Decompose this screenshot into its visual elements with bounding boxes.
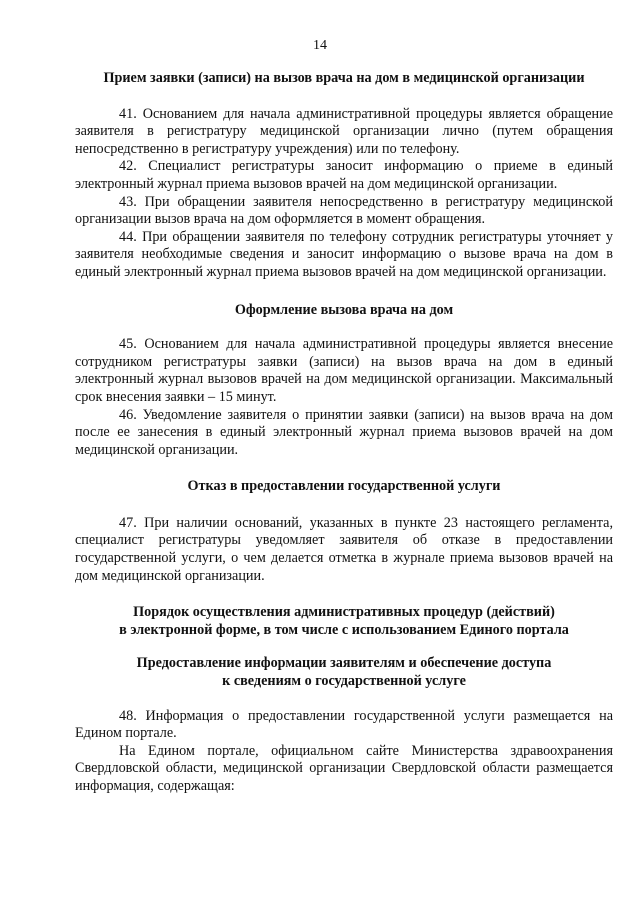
paragraph-46: 46. Уведомление заявителя о принятии заявки (записи) на вызов врача на дом после ее занесения в единый электронный журнал приема вызовов врачей на дом медицинской организации. — [75, 406, 613, 458]
section-heading: Оформление вызова врача на дом — [234, 301, 454, 318]
paragraph-45: 45. Основанием для начала административной процедуры является внесение сотрудником регистратуры заявки (записи) на вызов врача на дом в единый электронный журнал вызовов врачей на дом медицинской организации. Максимальный срок внесения заявки – 15 минут. — [75, 336, 613, 405]
section-heading: Прием заявки (записи) на вызов врача на дом в медицинской организации — [103, 70, 585, 86]
paragraph-47: 47. При наличии оснований, указанных в пункте 23 настоящего регламента, специалист регистратуры уведомляет заявителя об отказе в предоставлении государственной услуги, о чем делается отметка в журнале приема вызовов врачей на дом медицинской организации. — [75, 514, 613, 584]
section-heading-line: к сведениям о государственной услуге — [222, 673, 466, 690]
document-body — [75, 70, 613, 796]
paragraph-48: 48. Информация о предоставлении государственной услуги размещается на Едином портале. — [75, 707, 613, 742]
section-heading-line: Предоставление информации заявителям и обеспечение доступа — [136, 655, 552, 672]
page-number: 14 — [313, 38, 327, 53]
section-heading-line: Порядок осуществления административных процедур (действий) — [133, 604, 555, 621]
paragraph-43: 43. При обращении заявителя непосредственно в регистратуру медицинской организации вызов врача на дом оформляется в момент обращения. — [75, 193, 613, 228]
paragraph-48-continued: На Едином портале, официальном сайте Министерства здравоохранения Свердловской области, медицинской организации Свердловской области размещается информация, содержащая: — [75, 742, 613, 794]
paragraph-41: 41. Основанием для начала административной процедуры является обращение заявителя в регистратуру медицинской организации лично (путем обращения непосредственно в регистратуру учреждения) или по телефону. — [75, 105, 613, 157]
paragraph-44: 44. При обращении заявителя по телефону сотрудник регистратуры уточняет у заявителя необходимые сведения и заносит информацию о вызове врача на дом в единый электронный журнал приема вызовов врачей на дом медицинской организации. — [75, 228, 613, 280]
paragraph-42: 42. Специалист регистратуры заносит информацию о приеме в единый электронный журнал приема вызовов врачей на дом медицинской организации. — [75, 158, 613, 192]
section-heading-line: в электронной форме, в том числе с использованием Единого портала — [119, 621, 569, 638]
section-heading: Отказ в предоставлении государственной услуги — [187, 478, 501, 495]
